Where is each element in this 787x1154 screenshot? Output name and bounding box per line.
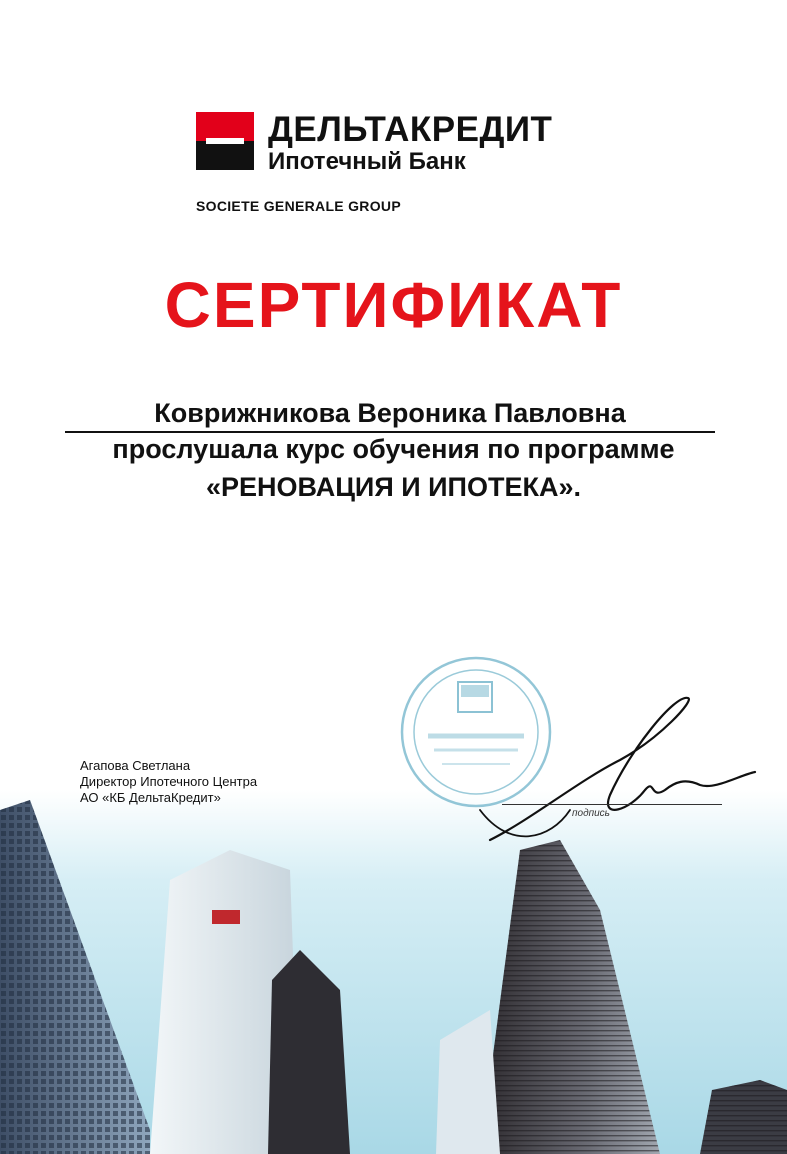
logo-title: ДЕЛЬТАКРЕДИТ <box>268 110 553 149</box>
logo-square-icon <box>196 112 254 170</box>
certificate-title: СЕРТИФИКАТ <box>164 269 623 341</box>
recipient-name-line <box>65 395 715 433</box>
logo-subtitle: Ипотечный Банк <box>268 148 466 175</box>
signer-block <box>80 758 257 806</box>
course-line: прослушала курс обучения по программе <box>112 434 675 464</box>
signer-name: Агапова Светлана <box>80 758 191 773</box>
handwritten-signature <box>470 690 760 860</box>
signature-label: подпись <box>572 808 610 819</box>
program-name: «РЕНОВАЦИЯ И ИПОТЕКА». <box>206 472 581 502</box>
recipient-name: Коврижникова Вероника Павловна <box>154 398 626 428</box>
logo-group: SOCIETE GENERALE GROUP <box>196 198 401 214</box>
bank-logo <box>196 112 626 222</box>
signature-line <box>502 804 722 805</box>
signer-position: Директор Ипотечного Центра <box>80 774 258 789</box>
signer-company: АО «КБ ДельтаКредит» <box>80 790 221 805</box>
